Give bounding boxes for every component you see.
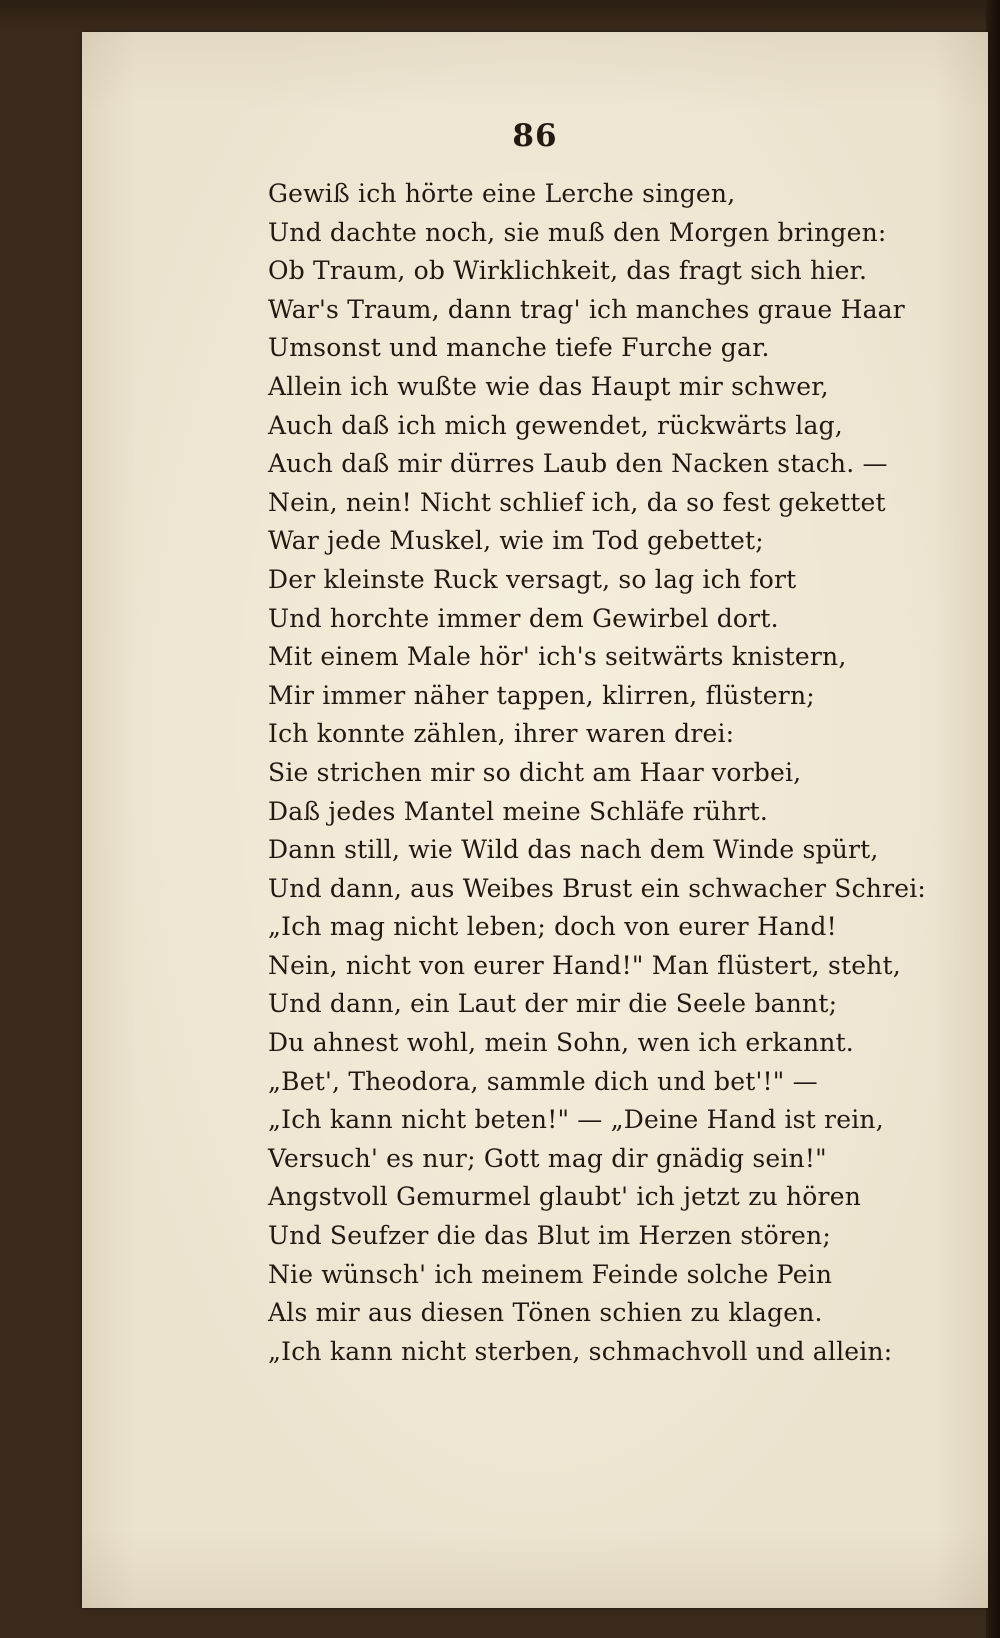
poem-line: Mir immer näher tappen, klirren, flüstern; — [268, 680, 815, 710]
poem-line: War jede Muskel, wie im Tod gebettet; — [268, 526, 764, 556]
poem-line: „Bet', Theodora, sammle dich und bet'!" — — [268, 1066, 818, 1096]
poem-line: Ob Traum, ob Wirklichkeit, das fragt sich hier. — [268, 256, 868, 286]
poem-line: Und Seufzer die das Blut im Herzen stören; — [268, 1221, 831, 1251]
poem-line: „Ich kann nicht sterben, schmachvoll und allein: — [268, 1336, 893, 1366]
book-page — [82, 32, 988, 1608]
poem-line: Du ahnest wohl, mein Sohn, wen ich erkannt. — [268, 1028, 854, 1058]
poem-line: Und dann, ein Laut der mir die Seele bannt; — [268, 989, 838, 1019]
scan-background-top — [0, 0, 1000, 30]
poem-line: Nie wünsch' ich meinem Feinde solche Pein — [268, 1259, 833, 1289]
poem-line: Sie strichen mir so dicht am Haar vorbei, — [268, 757, 802, 787]
poem-line: „Ich mag nicht leben; doch von eurer Hand! — [268, 912, 837, 942]
poem-line: Auch daß ich mich gewendet, rückwärts lag, — [268, 410, 843, 440]
poem-line: Und horchte immer dem Gewirbel dort. — [268, 603, 779, 633]
poem-line: Umsonst und manche tiefe Furche gar. — [268, 333, 770, 363]
poem-line: Der kleinste Ruck versagt, so lag ich fort — [268, 564, 797, 594]
poem-line: Auch daß mir dürres Laub den Nacken stach. — — [268, 449, 888, 479]
page-number: 86 — [512, 118, 558, 154]
poem-line: Dann still, wie Wild das nach dem Winde spürt, — [268, 835, 879, 865]
poem-line: „Ich kann nicht beten!" — „Deine Hand ist rein, — [268, 1105, 884, 1135]
poem-line: Angstvoll Gemurmel glaubt' ich jetzt zu hören — [268, 1182, 862, 1212]
poem-line: Und dachte noch, sie muß den Morgen bringen: — [268, 217, 887, 247]
poem-line: War's Traum, dann trag' ich manches graue Haar — [268, 294, 905, 324]
poem-line: Nein, nicht von eurer Hand!" Man flüstert, steht, — [268, 950, 901, 980]
scan-background-right — [986, 0, 1000, 1638]
poem-line: Nein, nein! Nicht schlief ich, da so fest gekettet — [268, 487, 886, 517]
poem-line: Und dann, aus Weibes Brust ein schwacher Schrei: — [268, 873, 927, 903]
poem-line: Allein ich wußte wie das Haupt mir schwer, — [268, 371, 829, 401]
poem-line: Ich konnte zählen, ihrer waren drei: — [268, 719, 735, 749]
poem-line: Mit einem Male hör' ich's seitwärts knistern, — [268, 642, 847, 672]
poem-line: Versuch' es nur; Gott mag dir gnädig sein!" — [268, 1143, 827, 1173]
poem-line: Gewiß ich hörte eine Lerche singen, — [268, 179, 736, 208]
poem-line: Daß jedes Mantel meine Schläfe rührt. — [268, 796, 769, 826]
poem-line: Als mir aus diesen Tönen schien zu klagen. — [268, 1298, 823, 1328]
poem-text — [268, 175, 968, 1371]
